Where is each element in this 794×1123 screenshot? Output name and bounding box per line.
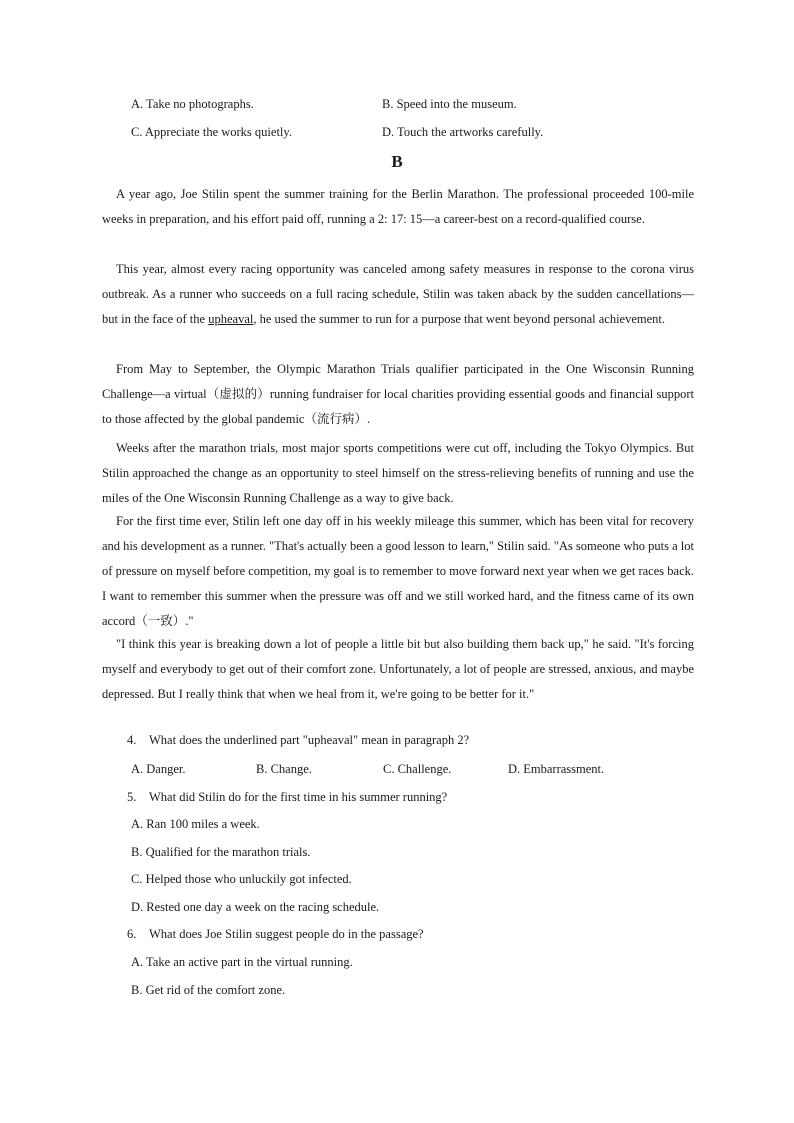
question-4 [127, 733, 469, 748]
question-5-option-a[interactable]: A. Ran 100 miles a week. [131, 817, 260, 831]
question-5-number: 5. [127, 790, 137, 804]
underlined-word-upheaval: upheaval [208, 312, 254, 326]
paragraph-2 [102, 257, 694, 332]
paragraph-3 [102, 357, 694, 432]
question-4-number: 4. [127, 733, 137, 747]
question-4-text: What does the underlined part "upheaval" mean in paragraph 2? [149, 733, 470, 747]
question-5-option-d[interactable]: D. Rested one day a week on the racing schedule. [131, 900, 380, 914]
paragraph-3-text: From May to September, the Olympic Marathon Trials qualifier participated in the One Wisconsin Running Challenge—a virtual（虚拟的）running fundraiser for local charities providing essential goods and financial support to those affected by the global pandemic（流行病）. [102, 362, 694, 426]
paragraph-2-text-before: This year, almost every racing opportunity was canceled among safety measures in response to the corona virus outbreak. As a runner who succeeds on a full racing schedule, Stilin was taken aback by the sudden cancellations—but in the face of the [102, 262, 694, 326]
paragraph-5-text: For the first time ever, Stilin left one day off in his weekly mileage this summer, which has been vital for recovery and his development as a runner. "That's actually been a good lesson to learn," Stilin said. "As someone who puts a lot of pressure on myself before competition, my goal is to remember to move forward next year when we get races back. I want to remember this summer when the pressure was off and we still worked hard, and the fitness came of its own accord（一致）." [102, 514, 694, 628]
paragraph-6 [102, 632, 694, 707]
previous-option-c: C. Appreciate the works quietly. [131, 125, 292, 139]
previous-option-d: D. Touch the artworks carefully. [382, 125, 544, 139]
question-5 [127, 790, 447, 805]
question-4-option-d[interactable]: D. Embarrassment. [508, 762, 605, 776]
question-6-number: 6. [127, 927, 137, 941]
question-4-option-b[interactable]: B. Change. [256, 762, 312, 776]
question-4-option-c[interactable]: C. Challenge. [383, 762, 452, 776]
question-6 [127, 927, 424, 942]
previous-options-row-2 [131, 125, 691, 145]
question-6-option-a[interactable]: A. Take an active part in the virtual running. [131, 955, 353, 969]
question-6-option-b[interactable]: B. Get rid of the comfort zone. [131, 983, 286, 997]
question-4-option-a[interactable]: A. Danger. [131, 762, 186, 776]
paragraph-4 [102, 436, 694, 511]
previous-options-row-1 [131, 97, 691, 117]
paragraph-5 [102, 509, 694, 634]
previous-option-a: A. Take no photographs. [131, 97, 254, 111]
question-5-option-b[interactable]: B. Qualified for the marathon trials. [131, 845, 311, 859]
question-5-text: What did Stilin do for the first time in his summer running? [149, 790, 448, 804]
question-6-text: What does Joe Stilin suggest people do in the passage? [149, 927, 424, 941]
paragraph-1 [102, 182, 694, 232]
paragraph-1-text: A year ago, Joe Stilin spent the summer training for the Berlin Marathon. The professional proceeded 100-mile weeks in preparation, and his effort paid off, running a 2: 17: 15—a career-best on a record-qualified course. [102, 187, 694, 226]
paragraph-2-text-after: , he used the summer to run for a purpose that went beyond personal achievement. [253, 312, 666, 326]
question-4-options [131, 762, 691, 782]
question-5-option-c[interactable]: C. Helped those who unluckily got infected. [131, 872, 352, 886]
previous-option-b: B. Speed into the museum. [382, 97, 517, 111]
paragraph-6-text: "I think this year is breaking down a lot of people a little bit but also building them back up," he said. "It's forcing myself and everybody to get out of their comfort zone. Unfortunately, a lot of people are stressed, anxious, and maybe depressed. But I really think that when we heal from it, we're going to be better for it." [102, 637, 694, 701]
paragraph-4-text: Weeks after the marathon trials, most major sports competitions were cut off, including the Tokyo Olympics. But Stilin approached the change as an opportunity to steel himself on the stress-relieving benefits of running and use the miles of the One Wisconsin Running Challenge as a way to give back. [102, 441, 694, 505]
section-heading: B [391, 152, 403, 171]
